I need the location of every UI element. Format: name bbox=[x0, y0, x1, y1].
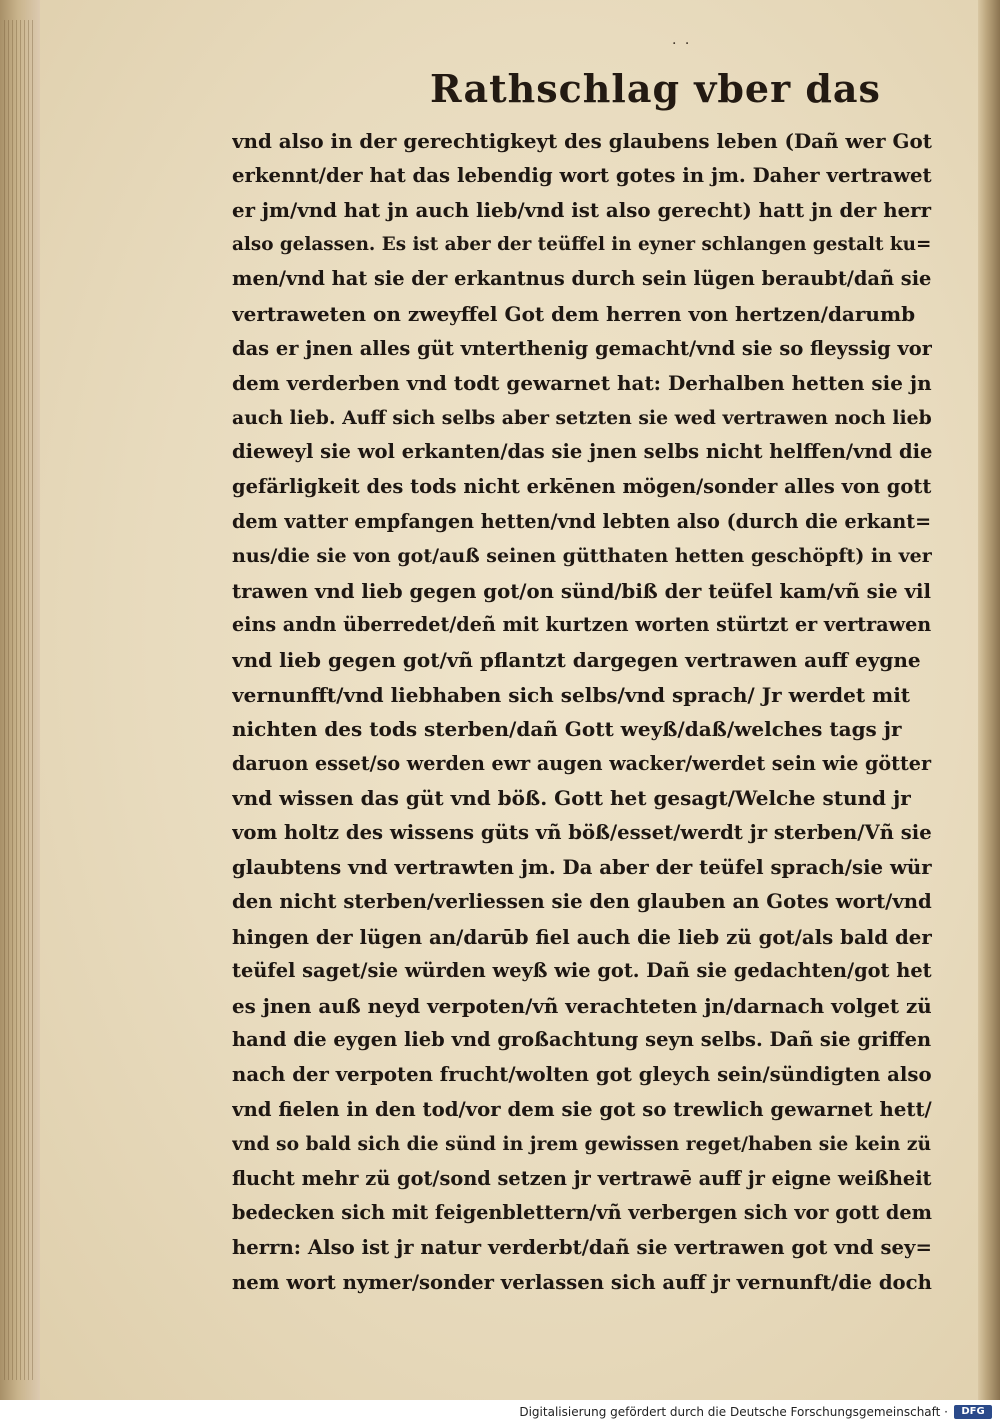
text-line: vnd lieb gegen got/vñ pflantzt dargegen vertrawen auff eygne bbox=[232, 647, 921, 672]
text-line: nichten des tods sterben/dañ Gott weyß/daß/welches tags jr bbox=[232, 717, 902, 742]
text-line: auch lieb. Auff sich selbs aber setzten sie wed vertrawen noch lieb bbox=[232, 406, 932, 429]
text-line: herrn: Also ist jr natur verderbt/dañ sie vertrawen got vnd sey= bbox=[232, 1236, 932, 1259]
text-line: flucht mehr zü got/sond setzen jr vertrawē auff jr eigne weißheit bbox=[232, 1166, 932, 1190]
text-line: bedecken sich mit feigenblettern/vñ verbergen sich vor gott dem bbox=[232, 1201, 932, 1225]
text-line: dem verderben vnd todt gewarnet hat: Derhalben hetten sie jn bbox=[232, 371, 932, 396]
text-line: den nicht sterben/verliessen sie den glauben an Gotes wort/vnd bbox=[232, 890, 932, 914]
right-edge-shadow bbox=[978, 0, 1000, 1400]
text-line: teüfel saget/sie würden weyß wie got. Dañ sie gedachten/got het bbox=[232, 959, 932, 983]
text-line: nus/die sie von got/auß seinen gütthaten hetten geschöpft) in ver bbox=[232, 545, 932, 568]
text-line: vernunfft/vnd liebhaben sich selbs/vnd sprach/ Jr werdet mit bbox=[232, 682, 911, 707]
text-line: er jm/vnd hat jn auch lieb/vnd ist also gerecht) hatt jn der herr bbox=[232, 198, 932, 223]
text-line: glaubtens vnd vertrawten jm. Da aber der teüfel sprach/sie wür bbox=[232, 855, 932, 880]
page-edges bbox=[4, 20, 34, 1380]
running-header: Rathschlag vber das bbox=[430, 66, 881, 111]
footer-credit: Digitalisierung gefördert durch die Deutsche Forschungsgemeinschaft · bbox=[519, 1405, 948, 1419]
text-line: vnd fielen in den tod/vor dem sie got so trewlich gewarnet hett/ bbox=[232, 1097, 932, 1121]
dfg-logo: DFG bbox=[954, 1405, 992, 1419]
text-line: dieweyl sie wol erkanten/das sie jnen selbs nicht helffen/vnd die bbox=[232, 440, 932, 464]
text-line: es jnen auß neyd verpoten/vñ verachteten jn/darnach volget zü bbox=[232, 993, 932, 1018]
text-line: vom holtz des wissens güts vñ böß/esset/werdt jr sterben/Vñ sie bbox=[232, 820, 932, 844]
text-line: eins andn überredet/deñ mit kurtzen worten stürtzt er vertrawen bbox=[232, 613, 932, 637]
text-line: gefärligkeit des tods nicht erkēnen mögen/sonder alles von gott bbox=[232, 474, 932, 498]
text-line: vertraweten on zweyffel Got dem herren von hertzen/darumb bbox=[232, 301, 916, 326]
text-line: daruon esset/so werden ewr augen wacker/werdet sein wie götter bbox=[232, 751, 932, 775]
text-line: das er jnen alles güt vnterthenig gemacht/vnd sie so fleyssig vor bbox=[232, 336, 932, 360]
text-line: men/vnd hat sie der erkantnus durch sein lügen beraubt/dañ sie bbox=[232, 267, 932, 291]
text-line: nach der verpoten frucht/wolten got gleych sein/sündigten also bbox=[232, 1063, 932, 1087]
text-line: hand die eygen lieb vnd großachtung seyn selbs. Dañ sie griffen bbox=[232, 1028, 932, 1052]
folio-mark: · · bbox=[672, 36, 692, 52]
text-line: dem vatter empfangen hetten/vnd lebten also (durch die erkant= bbox=[232, 509, 932, 533]
text-line: also gelassen. Es ist aber der teüffel in eyner schlangen gestalt ku= bbox=[232, 233, 932, 255]
text-line: nem wort nymer/sonder verlassen sich auff jr vernunft/die doch bbox=[232, 1270, 932, 1294]
text-line: vnd so bald sich die sünd in jrem gewissen reget/haben sie kein zü bbox=[232, 1133, 932, 1156]
text-line: vnd wissen das güt vnd böß. Gott het gesagt/Welche stund jr bbox=[232, 786, 911, 811]
text-line: vnd also in der gerechtigkeyt des glaubens leben (Dañ wer Got bbox=[232, 129, 932, 153]
text-line: erkennt/der hat das lebendig wort gotes in jm. Daher vertrawet bbox=[232, 163, 932, 187]
text-line: hingen der lügen an/darūb fiel auch die lieb zü got/als bald der bbox=[232, 924, 932, 949]
body-text bbox=[232, 124, 932, 1300]
text-line: trawen vnd lieb gegen got/on sünd/biß der teüfel kam/vñ sie vil bbox=[232, 578, 931, 603]
